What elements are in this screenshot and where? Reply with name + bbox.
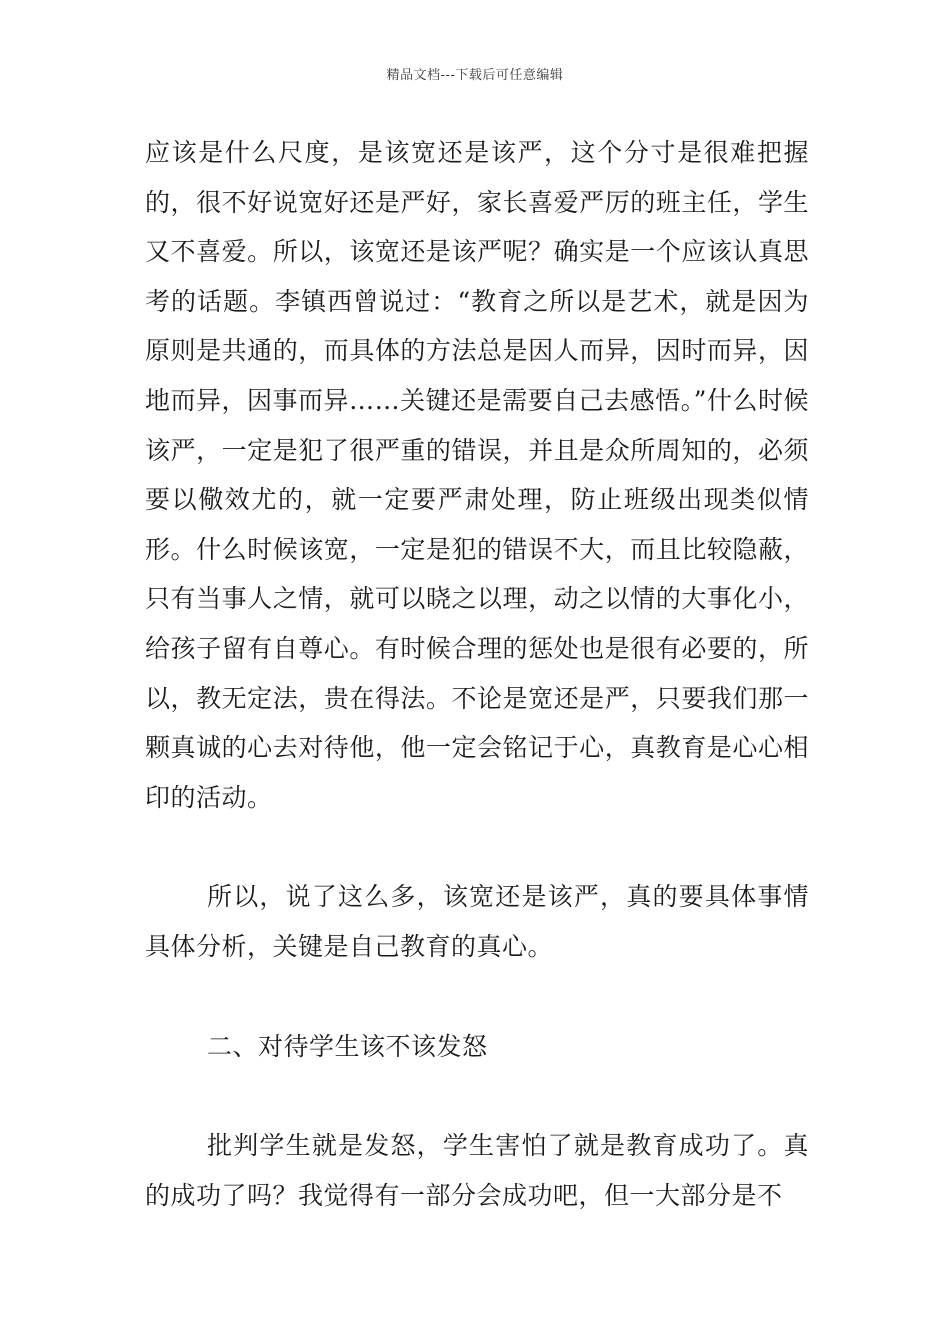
paragraph-strictness: 应该是什么尺度，是该宽还是该严，这个分寸是很难把握的，很不好说宽好还是严好，家长喜爱严厉的班主任，学生又不喜爱。所以，该宽还是该严呢？确实是一个应该认真思考的话题。李镇西曾说过：“教育之所以是艺术，就是因为原则是共通的，而具体的方法总是因人而异，因时而异，因地而异，因事而异……关键还是需要自己去感悟。”什么时候该严，一定是犯了很严重的错误，并且是众所周知的，必须要以儆效尤的，就一定要严肃处理，防止班级出现类似情形。什么时候该宽，一定是犯的错误不大，而且比较隐蔽，只有当事人之情，就可以晓之以理，动之以情的大事化小，给孩子留有自尊心。有时候合理的惩处也是很有必要的，所以，教无定法，贵在得法。不论是宽还是严，只要我们那一颗真诚的心去对待他，他一定会铭记于心，真教育是心心相印的活动。 [145,138,809,812]
paragraph-anger: 批判学生就是发怒，学生害怕了就是教育成功了。真的成功了吗？我觉得有一部分会成功吧，但一大部分是不 [145,1131,809,1210]
document-body [145,128,809,1220]
paragraph-gap [145,822,809,872]
section-heading: 二、对待学生该不该发怒 [207,1031,488,1061]
paragraph-gap [145,1071,809,1121]
paragraph-summary: 所以，说了这么多，该宽还是该严，真的要具体事情具体分析，关键是自己教育的真心。 [145,882,809,961]
page-header: 精品文档---下载后可任意编辑 [386,68,564,83]
paragraph-gap [145,972,809,1022]
